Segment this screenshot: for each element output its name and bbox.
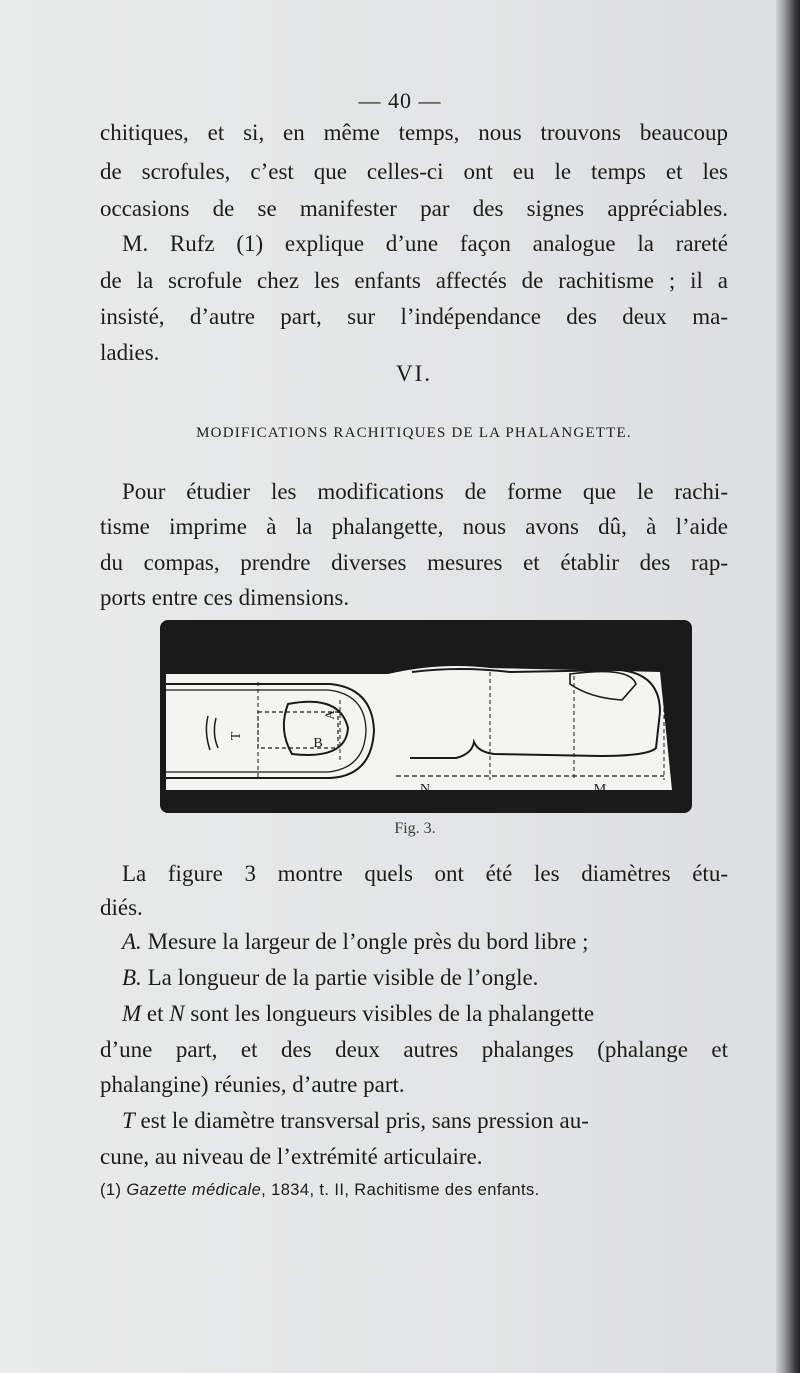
definition-mn	[122, 1001, 728, 1027]
footnote-number: (1)	[100, 1181, 127, 1199]
definition-b-text: La longueur de la partie visible de l’ongle.	[141, 965, 539, 990]
definition-a-text: Mesure la largeur de l’ongle près du bord libre ;	[141, 929, 589, 954]
paragraph1-line: M. Rufz (1) explique d’une façon analogue la rareté	[122, 231, 728, 256]
finger-diagram	[160, 620, 692, 813]
definition-b	[122, 965, 728, 991]
label-t: T	[229, 731, 244, 741]
paragraph3-line: La figure 3 montre quels ont été les diamètres étu-	[122, 861, 728, 886]
definition-a-letter: A.	[122, 929, 142, 954]
definition-a	[122, 929, 728, 955]
definition-t-text: est le diamètre transversal pris, sans pression au-	[134, 1108, 589, 1133]
definition-mn-line2: d’une part, et des deux autres phalanges (phalange et	[100, 1037, 728, 1062]
label-a: A	[322, 710, 337, 720]
definition-n-letter: N	[169, 1001, 185, 1026]
definition-mn-line3: phalangine) réunies, d’autre part.	[100, 1072, 405, 1097]
label-n: N	[419, 782, 431, 797]
footnote	[100, 1181, 728, 1200]
paragraph1-line: de la scrofule chez les enfants affectés de rachitisme ; il a	[100, 268, 728, 293]
book-spine-edge	[776, 0, 800, 1373]
paragraph2-line: tisme imprime à la phalangette, nous avons dû, à l’aide	[100, 514, 728, 539]
page-number: — 40 —	[358, 88, 442, 113]
section-title: MODIFICATIONS RACHITIQUES DE LA PHALANGETTE.	[196, 425, 632, 441]
paragraph1-line: occasions de se manifester par des signes appréciables.	[100, 196, 728, 221]
definition-b-letter: B.	[122, 965, 142, 990]
definition-mn-mid: et	[141, 1001, 170, 1026]
label-m: M	[593, 782, 607, 797]
paragraph2-line: ports entre ces dimensions.	[100, 585, 350, 610]
definition-t	[122, 1108, 728, 1134]
paragraph3-line: diés.	[100, 895, 143, 920]
definition-t-letter: T	[122, 1108, 135, 1133]
definition-m-letter: M	[122, 1001, 142, 1026]
paragraph1-line: de scrofules, c’est que celles-ci ont eu le temps et les	[100, 159, 728, 184]
footnote-rest: , 1834, t. II, Rachitisme des enfants.	[261, 1181, 540, 1199]
finger-measurement-figure	[160, 620, 692, 813]
paragraph2-line: Pour étudier les modifications de forme que le rachi-	[122, 479, 728, 504]
paragraph1-line: ladies.	[100, 340, 160, 365]
label-b: B	[313, 736, 323, 751]
paragraph2-line: du compas, prendre diverses mesures et établir des rap-	[100, 550, 728, 575]
paragraph1-line: chitiques, et si, en même temps, nous trouvons beaucoup	[100, 120, 728, 145]
definition-mn-text: sont les longueurs visibles de la phalangette	[184, 1001, 595, 1026]
figure-caption: Fig. 3.	[394, 820, 436, 837]
paragraph1-line: insisté, d’autre part, sur l’indépendance des deux ma-	[100, 304, 728, 329]
section-number: VI.	[395, 361, 433, 386]
footnote-source: Gazette médicale	[126, 1181, 262, 1199]
definition-t-line2: cune, au niveau de l’extrémité articulaire.	[100, 1144, 483, 1169]
